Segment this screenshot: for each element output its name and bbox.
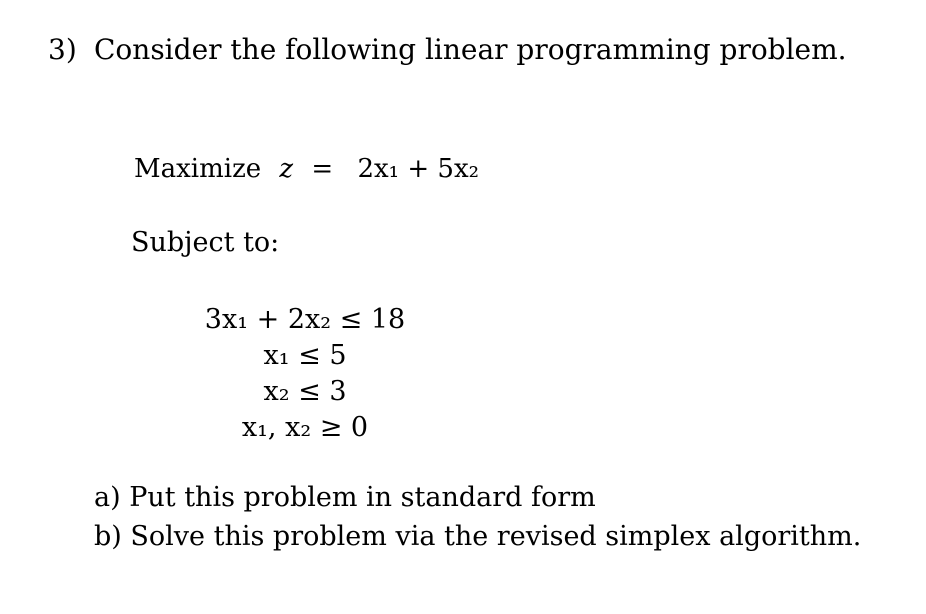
objective-variable: z xyxy=(279,154,294,184)
question-heading xyxy=(48,33,847,66)
objective-equals: = xyxy=(311,154,334,184)
constraint-nonnegativity: x₁, x₂ ≥ 0 xyxy=(241,412,369,443)
subject-to-label: Subject to: xyxy=(131,227,280,258)
part-a: a) Put this problem in standard form xyxy=(94,482,596,513)
question-text: Consider the following linear programming problem. xyxy=(94,33,847,66)
constraint-x2-bound: x₂ ≤ 3 xyxy=(263,376,347,407)
constraints-block xyxy=(150,302,460,446)
constraint-resource: 3x₁ + 2x₂ ≤ 18 xyxy=(204,304,406,335)
question-number: 3) xyxy=(48,33,77,66)
constraint-x1-bound: x₁ ≤ 5 xyxy=(263,340,347,371)
part-b: b) Solve this problem via the revised simplex algorithm. xyxy=(94,521,862,552)
objective-expression: 2x₁ + 5x₂ xyxy=(357,154,480,184)
objective-label: Maximize xyxy=(134,154,262,184)
objective-function xyxy=(134,156,479,182)
